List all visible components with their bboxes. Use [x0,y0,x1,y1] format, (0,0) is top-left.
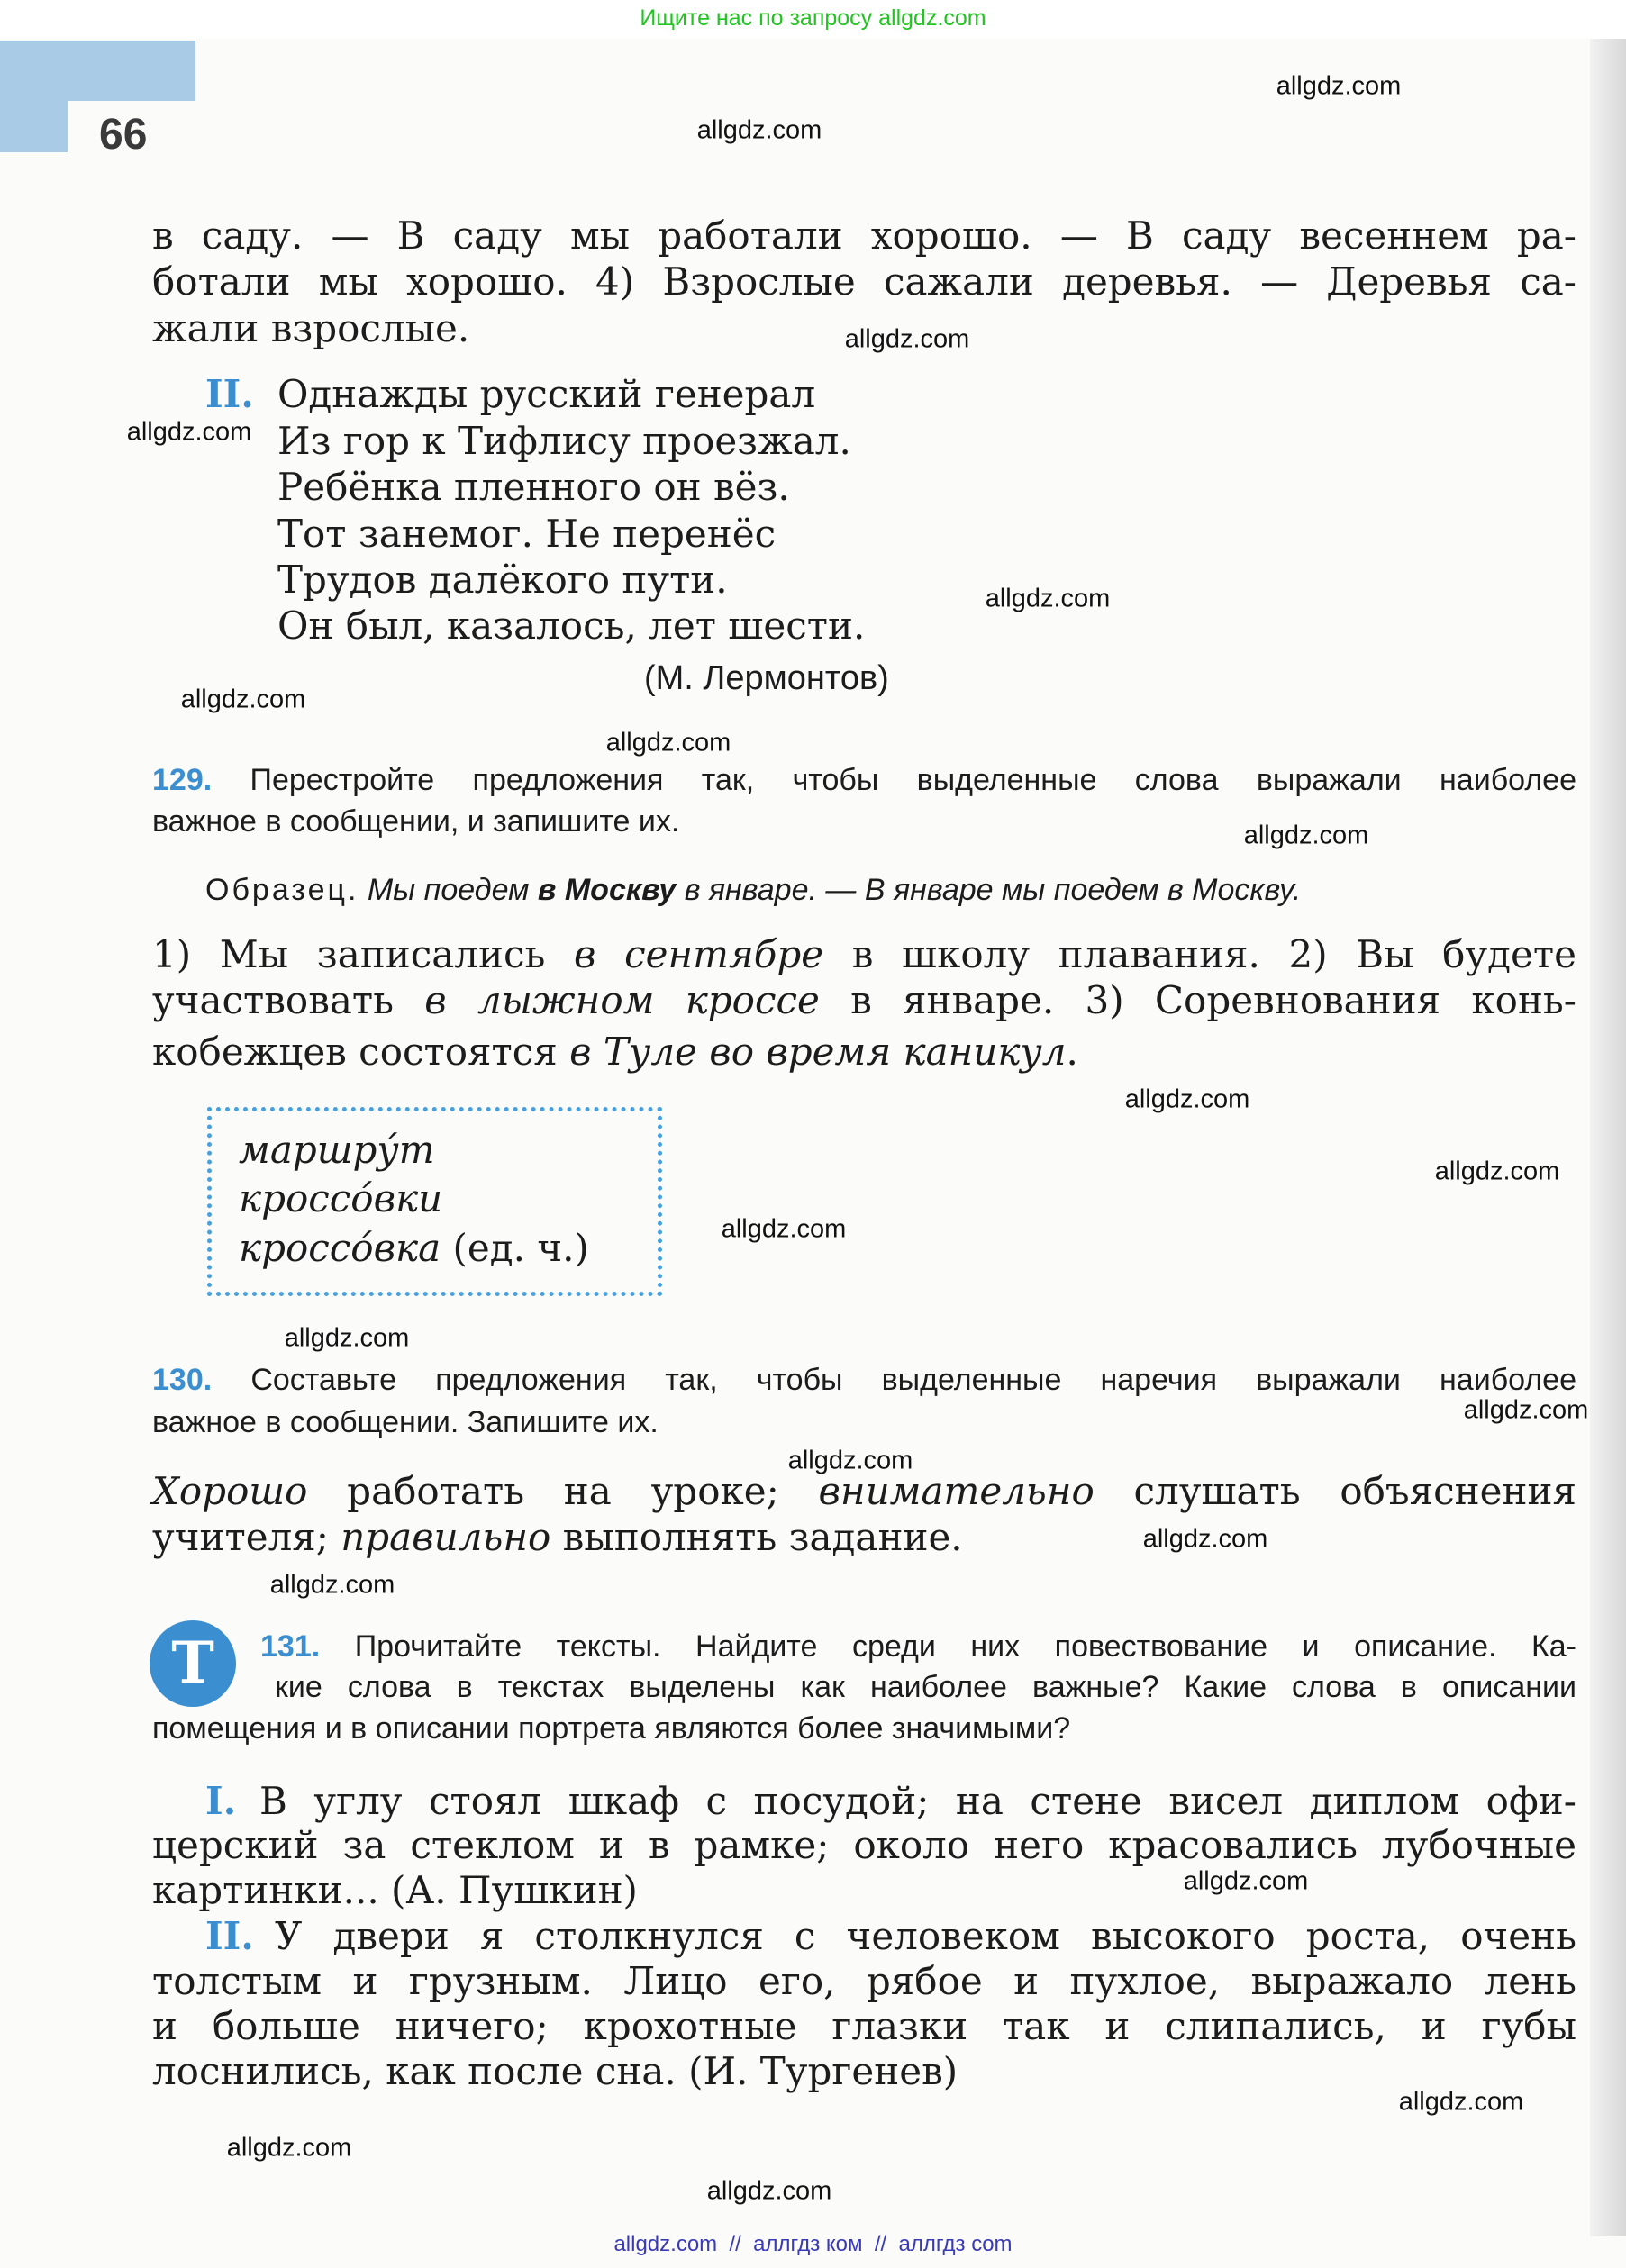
text-line: лоснились, как после сна. (И. Тургенев) [152,2049,958,2093]
sample-bold: в Москву [537,873,677,907]
sentence-line [152,932,1576,977]
text: учителя; [152,1515,341,1559]
watermark: allgdz.com [1463,1395,1589,1425]
poem-line: Однажды русский генерал [277,372,816,416]
vocab-word [239,1128,435,1173]
exercise-131-instruction [260,1628,1576,1665]
poem-author: (М. Лермонтов) [644,659,889,697]
watermark: allgdz.com [1243,821,1369,850]
text-line: церский за стеклом и в рамке; около него красовались лубочные [152,1823,1576,1867]
instruction-text: важное в сообщении, и запишите их. [152,804,680,839]
sample-label: Образец. [205,873,359,907]
instruction-text: важное в сообщении. Запишите их. [152,1405,659,1439]
page-edge-shadow [1590,39,1626,2236]
watermark: allgdz.com [787,1446,913,1475]
vocab-word [239,1226,589,1271]
search-banner [0,0,1626,39]
watermark: allgdz.com [180,685,306,714]
text-line: и больше ничего; крохотные глазки так и слипались, и губы [152,2004,1576,2048]
page-number: 66 [99,111,148,159]
text: выполнять задание. [550,1515,963,1559]
text: работать на уроке; [307,1469,819,1513]
watermark: allgdz.com [721,1214,847,1244]
intro-line: ботали мы хорошо. 4) Взрослые сажали деревья. — Деревья са- [152,259,1576,304]
watermark: allgdz.com [1183,1866,1309,1896]
watermark: allgdz.com [1434,1157,1560,1186]
instruction-text: Прочитайте тексты. Найдите среди них повествование и описание. Ка- [354,1629,1577,1664]
word: кроссо́вки [239,1176,443,1220]
exercise-number: 129. [152,763,213,797]
watermark: allgdz.com [126,417,252,447]
text: в январе. 3) Соревнования конь- [819,978,1576,1022]
instruction-text: Перестройте предложения так, чтобы выделенные слова выражали наиболее [250,763,1576,797]
watermark: allgdz.com [226,2133,352,2163]
text: в школу плавания. 2) Вы будете [823,932,1576,976]
watermark: allgdz.com [1142,1524,1268,1554]
text-line: картинки... (А. Пушкин) [152,1868,638,1912]
adverb: внимательно [818,1469,1095,1513]
sentence-line [152,1469,1576,1514]
sentence-line [152,978,1576,1023]
watermark: allgdz.com [696,115,822,145]
watermark: allgdz.com [1398,2087,1524,2117]
watermark: allgdz.com [1124,1084,1250,1114]
instruction-text: Составьте предложения так, чтобы выделенные наречия выражали наиболее [250,1363,1576,1397]
sentence-line [152,1030,1078,1075]
watermark: allgdz.com [985,584,1111,613]
footer-links[interactable]: allgdz.com // аллгдз ком // аллгдз com [613,2232,1013,2256]
watermark: allgdz.com [605,728,731,758]
watermark: allgdz.com [1276,71,1402,101]
sample-text: в январе. — В январе мы поедем в Москву. [676,873,1302,907]
highlighted-words: в Туле во время каникул [569,1030,1067,1074]
text: участвовать [152,978,425,1022]
poem-line: Тот занемог. Не перенёс [277,512,777,556]
text-line: В углу стоял шкаф с посудой; на стене висел диплом офи- [259,1779,1576,1823]
text: кобежцев состоятся [152,1030,570,1074]
word: маршру́т [239,1128,435,1172]
adverb: Хорошо [152,1469,308,1513]
text: 1) Мы записались [152,932,574,976]
word-note: (ед. ч.) [452,1226,589,1270]
vocab-word [239,1176,442,1221]
text-marker: II. [205,1914,254,1958]
highlighted-words: в сентябре [574,932,824,976]
watermark: allgdz.com [844,324,970,354]
instruction-text: помещения и в описании портрета являются более значимыми? [152,1711,1071,1746]
poem-line: Трудов далёкого пути. [277,558,728,602]
poem-marker: II. [205,372,254,416]
poem-line: Ребёнка пленного он вёз. [277,465,790,509]
text: . [1066,1030,1078,1074]
sentence-line [152,1515,963,1560]
instruction-text: кие слова в текстах выделены как наиболее важные? Какие слова в описании [275,1670,1576,1704]
text-task-badge-icon: Т [150,1620,236,1707]
banner-text: Ищите нас по запросу allgdz.com [640,5,986,31]
word: кроссо́вка [239,1226,441,1270]
exercise-129-instruction [152,762,1576,798]
intro-line: жали взрослые. [152,306,470,350]
text-marker: I. [205,1779,237,1823]
exercise-number: 130. [152,1363,213,1397]
sample-text: Мы поедем [367,873,538,907]
watermark: allgdz.com [706,2176,832,2206]
exercise-130-instruction [152,1362,1576,1398]
exercise-number: 131. [260,1629,321,1664]
poem-line: Из гор к Тифлису проезжал. [277,419,851,463]
intro-line: в саду. — В саду мы работали хорошо. — В саду весеннем ра- [152,213,1576,258]
text: слушать объяснения [1094,1469,1576,1513]
adverb: правильно [341,1515,551,1559]
watermark: allgdz.com [269,1570,395,1600]
poem-line: Он был, казалось, лет шести. [277,603,866,648]
text-line: толстым и грузным. Лицо его, рябое и пухлое, выражало лень [152,1959,1576,2003]
text-line: У двери я столкнулся с человеком высокого роста, очень [275,1914,1576,1958]
watermark: allgdz.com [284,1323,410,1353]
sample [205,872,1301,908]
highlighted-words: в лыжном кроссе [424,978,820,1022]
